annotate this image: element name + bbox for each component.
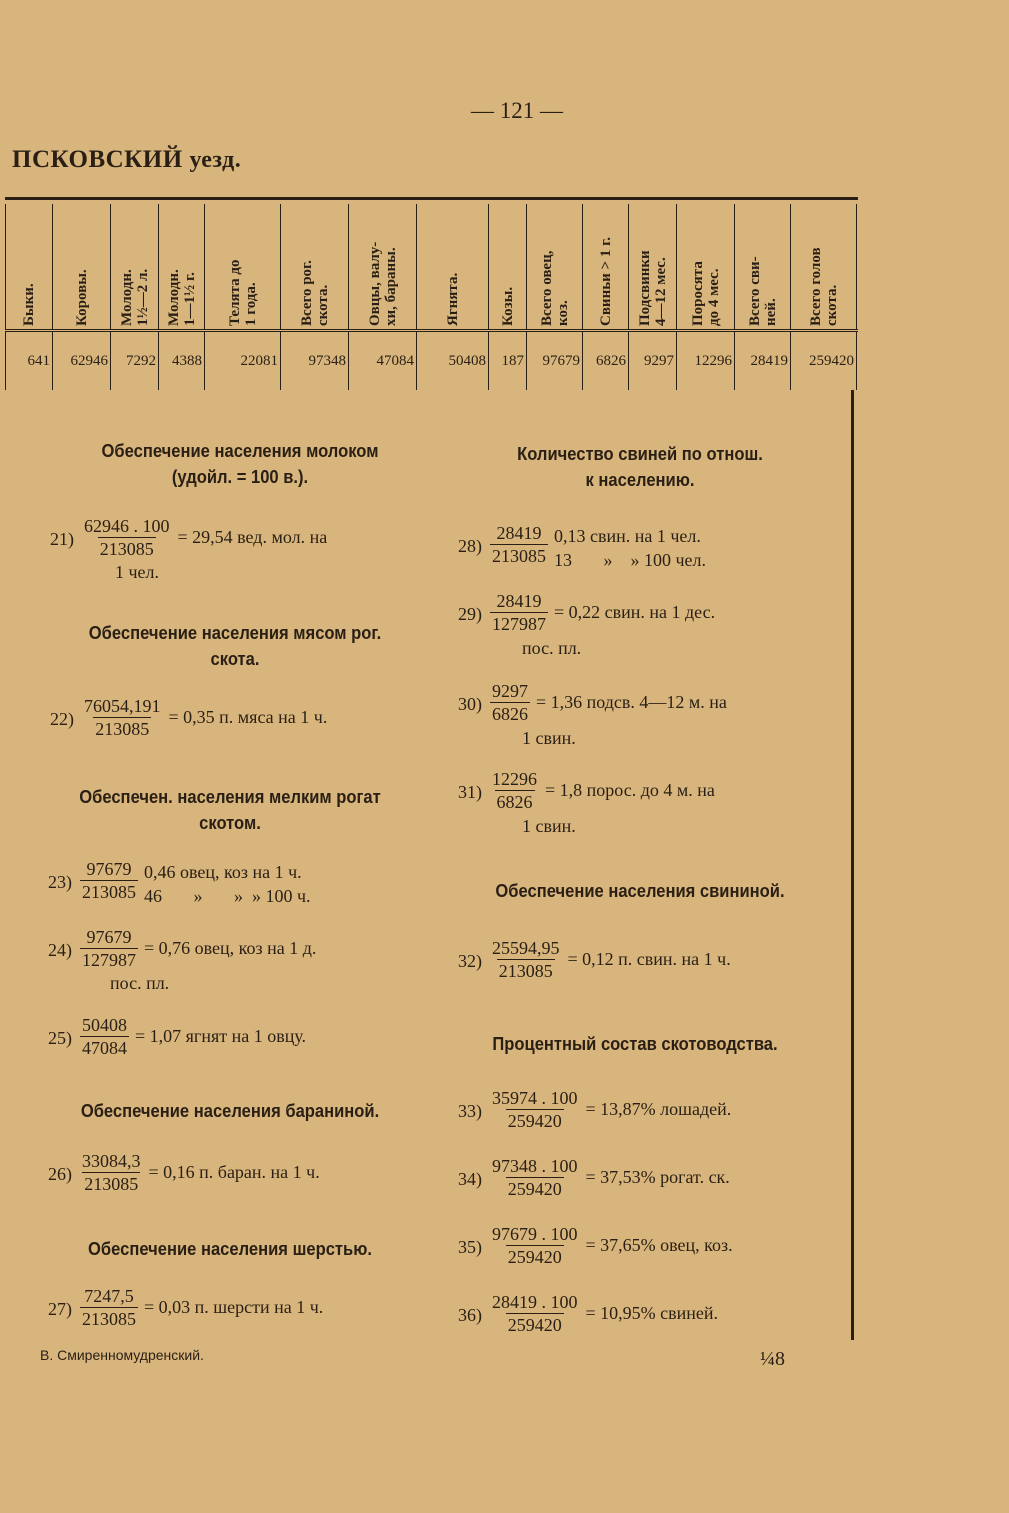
formula-32 xyxy=(458,937,731,982)
table-value: 22081 xyxy=(240,352,278,369)
table-value-cell xyxy=(5,332,53,390)
result: = 0,35 п. мяса на 1 ч. xyxy=(168,707,328,727)
table-value: 259420 xyxy=(809,352,854,369)
formula-27 xyxy=(48,1285,323,1330)
denominator: 259420 xyxy=(507,1179,562,1199)
table-header-label: Молодн. 1½—2 л. xyxy=(118,268,151,326)
table-header-cell xyxy=(583,204,629,329)
numerator: 28419 xyxy=(496,591,542,611)
formula-number: 24) xyxy=(48,940,72,960)
table-value-cell xyxy=(677,332,735,390)
table-header-cell xyxy=(205,204,281,329)
denominator: 213085 xyxy=(82,1309,136,1329)
denominator: 127987 xyxy=(492,614,546,634)
denominator: 47084 xyxy=(82,1038,127,1058)
result: = 0,16 п. баран. на 1 ч. xyxy=(148,1162,320,1182)
table-value: 187 xyxy=(501,352,524,369)
table-header-label: Овцы, валу- хи, бараны. xyxy=(366,241,399,326)
formula-24-cont: пос. пл. xyxy=(110,973,170,993)
table-header-cell xyxy=(53,204,111,329)
mutton-section-title: Обеспечение населения бараниной. xyxy=(80,1101,380,1121)
result: = 1,8 порос. до 4 м. на xyxy=(545,780,715,800)
table-value-cell xyxy=(281,332,349,390)
table-header-label: Всего рог. скота. xyxy=(298,259,331,326)
result: = 29,54 вед. мол. на xyxy=(177,527,328,547)
formula-number: 33) xyxy=(458,1101,482,1121)
table-header-label: Поросята до 4 мес. xyxy=(689,260,722,326)
denominator: 213085 xyxy=(492,546,546,566)
table-value-cell xyxy=(159,332,205,390)
small-cattle-section-title: Обеспечен. населения мелким рогат скотом. xyxy=(79,787,381,833)
table-header-label: Всего сви- ней. xyxy=(746,255,779,326)
formula-21-cont: 1 чел. xyxy=(115,562,160,582)
denominator: 213085 xyxy=(498,961,553,981)
formula-number: 35) xyxy=(458,1237,482,1257)
table-right-border xyxy=(851,390,854,1340)
table-header-label: Телята до 1 года. xyxy=(226,258,259,326)
denominator: 213085 xyxy=(84,1174,139,1194)
result: = 1,36 подсв. 4—12 м. на xyxy=(536,692,727,712)
result: = 0,22 свин. на 1 дес. xyxy=(554,602,716,622)
formula-number: 22) xyxy=(50,709,74,729)
table-value-cell xyxy=(349,332,417,390)
formula-number: 32) xyxy=(458,951,482,971)
percent-section-title: Процентный состав скотоводства. xyxy=(492,1034,778,1054)
page-number: — 121 — xyxy=(471,98,563,123)
denominator: 6826 xyxy=(496,792,533,812)
denominator: 213085 xyxy=(99,539,154,559)
table-header-label: Подсвинки 4—12 мес. xyxy=(636,249,669,326)
table-value-cell xyxy=(527,332,583,390)
table-header-label: Коровы. xyxy=(73,268,90,326)
table-header-cell xyxy=(735,204,791,329)
result: = 0,12 п. свин. на 1 ч. xyxy=(567,949,731,969)
meat-section-title: Обеспечение населения мясом рог. скота. xyxy=(88,623,382,669)
formula-number: 36) xyxy=(458,1305,482,1325)
formula-24 xyxy=(48,926,316,971)
table-header-cell xyxy=(791,204,857,329)
table-value: 62946 xyxy=(70,352,108,369)
table-value: 28419 xyxy=(750,352,788,369)
table-value: 4388 xyxy=(172,352,202,369)
denominator: 6826 xyxy=(492,704,528,724)
table-header-label: Козы. xyxy=(499,286,516,326)
formula-21 xyxy=(50,515,327,560)
formula-33 xyxy=(458,1087,731,1132)
county-suffix: уезд. xyxy=(189,147,242,173)
numerator: 33084,3 xyxy=(82,1151,141,1171)
formula-number: 31) xyxy=(458,782,482,802)
formula-30-cont: 1 свин. xyxy=(522,728,576,748)
numerator: 9297 xyxy=(492,681,528,701)
numerator: 28419 . 100 xyxy=(492,1292,578,1312)
table-header-label: Ягнята. xyxy=(444,272,461,326)
table-value-cell xyxy=(791,332,857,390)
numerator: 97679 xyxy=(86,927,132,947)
formula-26 xyxy=(48,1150,320,1195)
formula-35 xyxy=(458,1223,733,1268)
formula-29 xyxy=(458,590,715,635)
formula-23 xyxy=(48,858,311,908)
formula-28 xyxy=(458,522,706,572)
denominator: 213085 xyxy=(95,719,150,739)
result: = 37,53% рогат. ск. xyxy=(585,1167,730,1187)
table-value: 12296 xyxy=(694,352,732,369)
table-value: 97348 xyxy=(308,352,346,369)
author-name: В. Смиренномудренский. xyxy=(40,1347,204,1363)
formula-31 xyxy=(458,768,715,813)
formula-22 xyxy=(50,695,327,740)
result: = 1,07 ягнят на 1 овцу. xyxy=(135,1026,307,1046)
denominator: 259420 xyxy=(507,1315,562,1335)
pork-section-title: Обеспечение населения свининой. xyxy=(495,881,785,901)
formula-number: 27) xyxy=(48,1299,72,1319)
table-value-cell xyxy=(489,332,527,390)
formula-number: 26) xyxy=(48,1164,72,1184)
numerator: 76054,191 xyxy=(84,696,161,716)
numerator: 7247,5 xyxy=(84,1286,134,1306)
numerator: 97679 xyxy=(86,859,132,879)
numerator: 62946 . 100 xyxy=(84,516,170,536)
table-value-cell xyxy=(53,332,111,390)
table-value: 97679 xyxy=(542,352,580,369)
table-header-cell xyxy=(349,204,417,329)
formula-number: 21) xyxy=(50,529,74,549)
table-header-label: Всего голов скота. xyxy=(807,246,840,326)
result: = 13,87% лошадей. xyxy=(585,1099,732,1119)
denominator: 259420 xyxy=(507,1247,562,1267)
formula-31-cont: 1 свин. xyxy=(522,816,576,836)
table-value-cell xyxy=(417,332,489,390)
table-header-cell xyxy=(629,204,677,329)
table-header-label: Молодн. 1—1½ г. xyxy=(165,268,198,326)
table-header-cell xyxy=(417,204,489,329)
county-name: ПСКОВСКИЙ xyxy=(12,146,183,173)
table-value: 9297 xyxy=(644,352,674,369)
table-header-cell xyxy=(111,204,159,329)
result: = 0,76 овец, коз на 1 д. xyxy=(144,938,317,958)
table-header-row xyxy=(5,204,858,332)
formula-34 xyxy=(458,1155,730,1200)
denominator: 213085 xyxy=(82,882,136,902)
table-value-cell xyxy=(111,332,159,390)
pigs-section-title: Количество свиней по отнош. к населению. xyxy=(517,444,763,490)
table-value-cell xyxy=(583,332,629,390)
table-header-label: Всего овец, коз. xyxy=(538,250,571,326)
formula-number: 34) xyxy=(458,1169,482,1189)
formula-number: 23) xyxy=(48,872,72,892)
table-value: 50408 xyxy=(448,352,486,369)
denominator: 127987 xyxy=(82,950,136,970)
table-value: 641 xyxy=(27,352,50,369)
table-value: 7292 xyxy=(126,352,156,369)
result: = 37,65% овец, коз. xyxy=(585,1235,733,1255)
formula-25 xyxy=(48,1014,306,1059)
numerator: 25594,95 xyxy=(492,938,560,958)
table-value: 6826 xyxy=(596,352,626,369)
formula-number: 30) xyxy=(458,694,482,714)
livestock-table xyxy=(5,197,858,390)
table-value-cell xyxy=(629,332,677,390)
table-value-cell xyxy=(735,332,791,390)
numerator: 28419 xyxy=(496,523,542,543)
table-header-cell xyxy=(527,204,583,329)
result: = 10,95% свиней. xyxy=(585,1303,719,1323)
numerator: 35974 . 100 xyxy=(492,1088,578,1108)
formula-number: 28) xyxy=(458,536,482,556)
numerator: 97348 . 100 xyxy=(492,1156,578,1176)
formula-number: 29) xyxy=(458,604,482,624)
table-header-cell xyxy=(159,204,205,329)
formula-29-cont: пос. пл. xyxy=(522,638,582,658)
result: 0,46 овец, коз на 1 ч. 46 » » » 100 ч. xyxy=(144,862,311,906)
wool-section-title: Обеспечение населения шерстью. xyxy=(88,1239,372,1259)
numerator: 97679 . 100 xyxy=(492,1224,578,1244)
formula-36 xyxy=(458,1291,718,1336)
table-header-label: Свиньи > 1 г. xyxy=(597,236,614,326)
table-header-label: Быки. xyxy=(21,282,37,326)
table-value: 47084 xyxy=(376,352,414,369)
table-value-row xyxy=(5,332,858,390)
denominator: 259420 xyxy=(507,1111,562,1131)
signature-mark: ¼8 xyxy=(760,1348,785,1370)
numerator: 12296 xyxy=(492,769,537,789)
table-header-cell xyxy=(5,204,53,329)
numerator: 50408 xyxy=(82,1015,127,1035)
formula-30 xyxy=(458,680,727,725)
table-header-cell xyxy=(489,204,527,329)
result: 0,13 свин. на 1 чел. 13 » » 100 чел. xyxy=(554,526,707,570)
result: = 0,03 п. шерсти на 1 ч. xyxy=(144,1297,324,1317)
table-header-cell xyxy=(677,204,735,329)
county-title xyxy=(12,146,241,174)
milk-section-title: Обеспечение населения молоком (удойл. = 100 в.). xyxy=(101,441,379,487)
table-header-cell xyxy=(281,204,349,329)
formula-number: 25) xyxy=(48,1028,72,1048)
table-value-cell xyxy=(205,332,281,390)
